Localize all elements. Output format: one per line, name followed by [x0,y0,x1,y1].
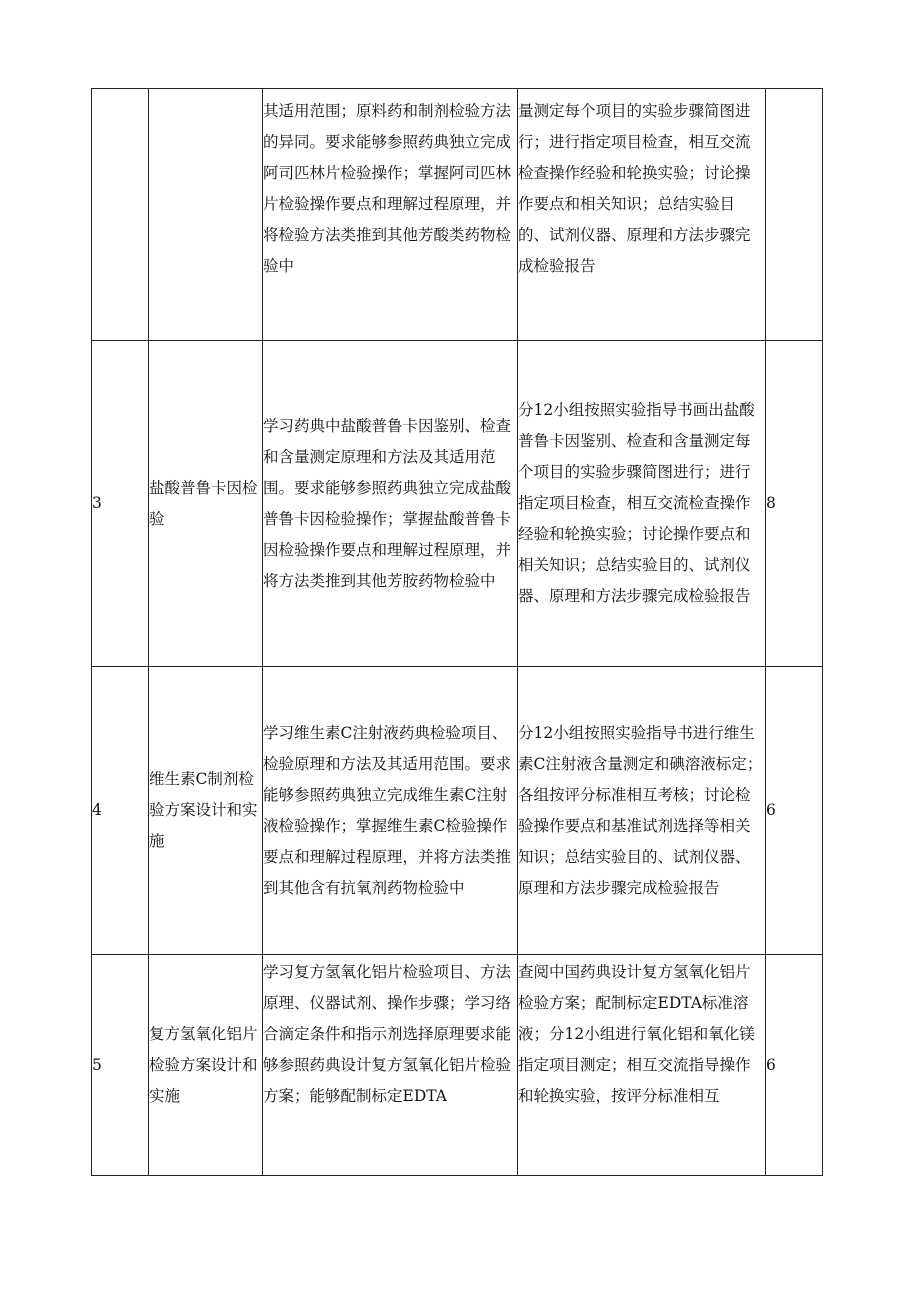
objective-text: 学习复方氢氧化铝片检验项目、方法原理、仪器试剂、操作步骤；学习络合滴定条件和指示剂选择原理要求能够参照药典设计复方氢氧化铝片检验方案；能够配制标定EDTA [263,963,512,1105]
table-row [92,955,823,1176]
objective-cell [263,955,518,1176]
activity-text: 量测定每个项目的实验步骤简图进行；进行指定项目检查，相互交流检查操作经验和轮换实验；讨论操作要点和相关知识；总结实验目的、试剂仪器、原理和方法步骤完成检验报告 [518,102,751,275]
table-row [92,89,823,341]
activity-cell [518,89,766,341]
experiment-name: 盐酸普鲁卡因检验 [149,478,258,528]
activity-cell [518,955,766,1176]
activity-text: 查阅中国药典设计复方氢氧化铝片检验方案；配制标定EDTA标准溶液；分12小组进行氧化铝和氧化镁指定项目测定；相互交流指导操作和轮换实验，按评分标准相互 [518,963,755,1105]
activity-text: 分12小组按照实验指导书画出盐酸普鲁卡因鉴别、检查和含量测定每个项目的实验步骤简图进行；进行指定项目检查，相互交流检查操作经验和轮换实验；讨论操作要点和相关知识；总结实验目的、试剂仪器、原理和方法步骤完成检验报告 [518,401,755,605]
row-number: 5 [92,1055,102,1074]
activity-text: 分12小组按照实验指导书进行维生素C注射液含量测定和碘溶液标定；各组按评分标准相互考核；讨论检验操作要点和基准试剂选择等相关知识；总结实验目的、试剂仪器、原理和方法步骤完成检验报告 [518,723,763,897]
row-number: 4 [92,801,102,819]
experiment-name-cell [149,89,263,341]
activity-cell [518,667,766,955]
objective-cell [263,667,518,955]
table-row [92,667,823,955]
experiment-name-cell [149,341,263,667]
row-number-cell [92,341,149,667]
row-number-cell [92,89,149,341]
objective-cell [263,341,518,667]
curriculum-table [91,88,823,1176]
hours-value: 6 [766,1055,776,1074]
hours-cell [766,89,823,341]
objective-text: 其适用范围；原料药和制剂检验方法的异同。要求能够参照药典独立完成阿司匹林片检验操作；掌握阿司匹林片检验操作要点和理解过程原理，并将检验方法类推到其他芳酸类药物检验中 [263,102,512,275]
objective-text: 学习维生素C注射液药典检验项目、检验原理和方法及其适用范围。要求能够参照药典独立完成维生素C注射液检验操作；掌握维生素C检验操作要点和理解过程原理，并将方法类推到其他含有抗氧剂药物检验中 [263,723,512,897]
hours-value: 6 [766,801,776,819]
row-number: 3 [92,494,102,512]
hours-cell [766,341,823,667]
experiment-name: 维生素C制剂检验方案设计和实施 [149,770,258,850]
row-number-cell [92,955,149,1176]
activity-cell [518,341,766,667]
row-number-cell [92,667,149,955]
experiment-name-cell [149,667,263,955]
table-row [92,341,823,667]
hours-cell [766,955,823,1176]
hours-cell [766,667,823,955]
experiment-name: 复方氢氧化铝片检验方案设计和实施 [149,1024,258,1105]
objective-cell [263,89,518,341]
objective-text: 学习药典中盐酸普鲁卡因鉴别、检查和含量测定原理和方法及其适用范围。要求能够参照药典独立完成盐酸普鲁卡因检验操作；掌握盐酸普鲁卡因检验操作要点和理解过程原理，并将方法类推到其他芳胺药物检验中 [263,416,512,590]
experiment-name-cell [149,955,263,1176]
hours-value: 8 [766,494,776,512]
